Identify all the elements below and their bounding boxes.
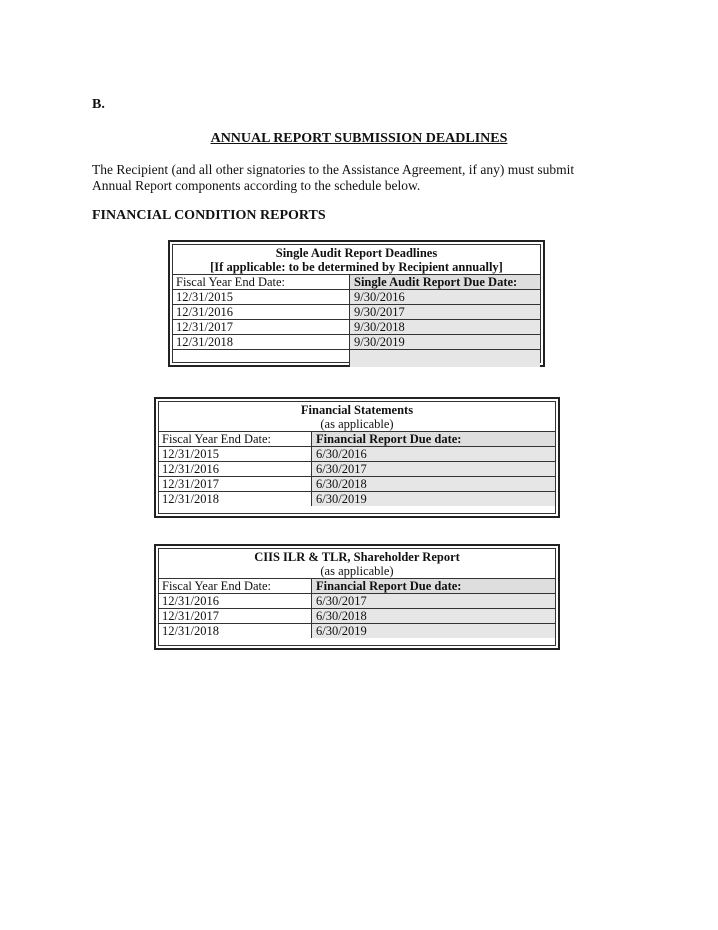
table-row	[159, 492, 555, 506]
table-title: Financial Statements	[300, 403, 414, 417]
table-title: CIIS ILR & TLR, Shareholder Report	[254, 550, 460, 564]
table-header	[159, 549, 555, 579]
table-cell: 12/31/2018	[173, 335, 350, 349]
table-row	[159, 594, 555, 609]
column-header: Fiscal Year End Date:	[159, 579, 312, 593]
table-cell: 6/30/2019	[312, 492, 555, 506]
table-row	[173, 305, 540, 320]
table-cell: 12/31/2016	[159, 462, 312, 476]
table-subtitle: (as applicable)	[320, 417, 394, 431]
table-cell: 6/30/2017	[312, 462, 555, 476]
table-cell: 12/31/2017	[159, 609, 312, 623]
table-row	[173, 335, 540, 350]
table-cell: 12/31/2018	[159, 492, 312, 506]
table-cell: 6/30/2017	[312, 594, 555, 608]
table-cell: 6/30/2018	[312, 609, 555, 623]
column-header: Financial Report Due date:	[312, 432, 555, 446]
table-cell: 6/30/2018	[312, 477, 555, 491]
intro-paragraph: The Recipient (and all other signatories to the Assistance Agreement, if any) must submit Annual Report components according to the schedule below.	[92, 162, 575, 193]
table-header	[173, 245, 540, 275]
column-header: Financial Report Due date:	[312, 579, 555, 593]
empty-cell	[173, 350, 350, 367]
column-header-row	[159, 432, 555, 447]
table-row	[159, 624, 555, 638]
table-cell: 9/30/2017	[350, 305, 540, 319]
column-header: Single Audit Report Due Date:	[350, 275, 540, 289]
table-row	[159, 462, 555, 477]
table-cell: 9/30/2018	[350, 320, 540, 334]
table-cell: 6/30/2016	[312, 447, 555, 461]
table-cell: 9/30/2016	[350, 290, 540, 304]
table-title: Single Audit Report Deadlines	[275, 246, 438, 260]
table-cell: 6/30/2019	[312, 624, 555, 638]
table-cell: 12/31/2015	[159, 447, 312, 461]
single-audit-table	[168, 240, 545, 367]
column-header-row	[173, 275, 540, 290]
table-cell: 9/30/2019	[350, 335, 540, 349]
ciis-shareholder-report-table	[154, 544, 560, 650]
table-cell: 12/31/2017	[173, 320, 350, 334]
empty-row	[173, 350, 540, 367]
section-letter: B.	[92, 97, 105, 112]
table-cell: 12/31/2017	[159, 477, 312, 491]
table-row	[173, 320, 540, 335]
empty-cell	[350, 350, 540, 367]
column-header: Fiscal Year End Date:	[159, 432, 312, 446]
table-subtitle: [If applicable: to be determined by Recipient annually]	[210, 260, 503, 274]
table-row	[159, 477, 555, 492]
column-header: Fiscal Year End Date:	[173, 275, 350, 289]
table-subtitle: (as applicable)	[320, 564, 394, 578]
table-row	[159, 447, 555, 462]
table-cell: 12/31/2015	[173, 290, 350, 304]
table-row	[159, 609, 555, 624]
table-cell: 12/31/2016	[159, 594, 312, 608]
column-header-row	[159, 579, 555, 594]
table-header	[159, 402, 555, 432]
page-title: ANNUAL REPORT SUBMISSION DEADLINES	[210, 131, 508, 146]
section-subheading: FINANCIAL CONDITION REPORTS	[92, 208, 326, 223]
financial-statements-table	[154, 397, 560, 518]
table-cell: 12/31/2018	[159, 624, 312, 638]
table-row	[173, 290, 540, 305]
table-cell: 12/31/2016	[173, 305, 350, 319]
